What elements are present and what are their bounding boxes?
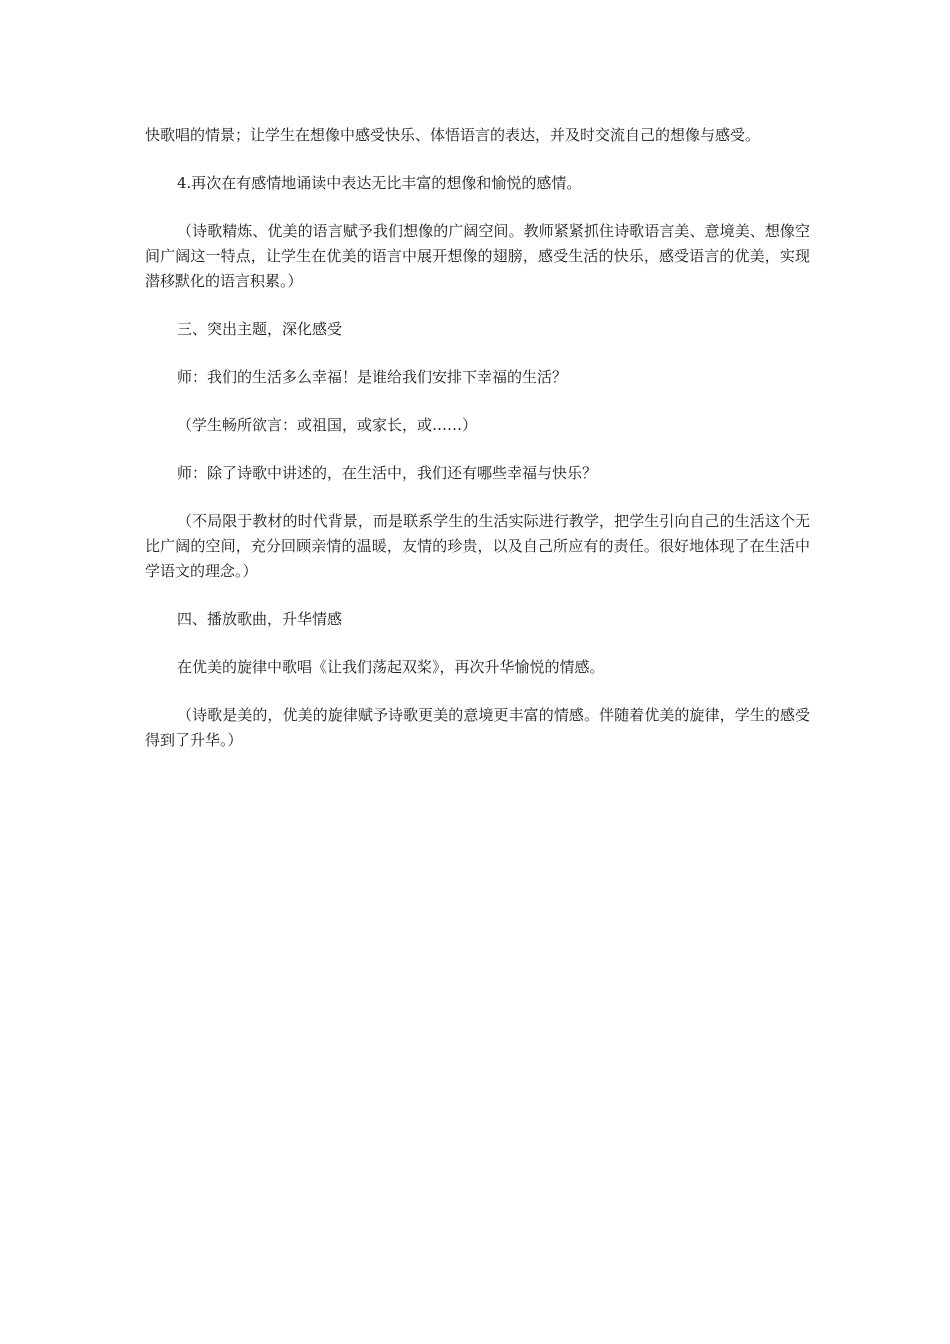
- paragraph-song: 在优美的旋律中歌唱《让我们荡起双桨》，再次升华愉悦的情感。: [177, 658, 605, 676]
- paragraph-note-life: （不局限于教材的时代背景，而是联系学生的生活实际进行教学，把学生引向自己的生活这个无比广阔的空间，充分回顾亲情的温暖，友情的珍贵，以及自己所应有的责任。很好地体现了在生活中学语文的理念。）: [145, 512, 810, 580]
- paragraph-note-language: （诗歌精炼、优美的语言赋予我们想像的广阔空间。教师紧紧抓住诗歌语言美、意境美、想像空间广阔这一特点，让学生在优美的语言中展开想像的翅膀，感受生活的快乐，感受语言的优美，实现潜移默化的语言积累。）: [145, 222, 810, 290]
- paragraph-continuation: 快歌唱的情景；让学生在想像中感受快乐、体悟语言的表达，并及时交流自己的想像与感受。: [145, 126, 761, 144]
- section-heading-3: 三、突出主题，深化感受: [177, 320, 343, 338]
- paragraph-teacher-question-1: 师：我们的生活多么幸福！是谁给我们安排下幸福的生活？: [177, 368, 568, 386]
- section-heading-4: 四、播放歌曲，升华情感: [177, 610, 343, 628]
- paragraph-note-melody: （诗歌是美的，优美的旋律赋予诗歌更美的意境更丰富的情感。伴随着优美的旋律，学生的感受得到了升华。）: [145, 706, 810, 749]
- paragraph-student-response: （学生畅所欲言：或祖国，或家长，或……）: [177, 416, 478, 434]
- document-body: [145, 123, 810, 776]
- paragraph-step-4: 4.再次在有感情地诵读中表达无比丰富的想像和愉悦的感情。: [177, 174, 582, 192]
- paragraph-teacher-question-2: 师：除了诗歌中讲述的，在生活中，我们还有哪些幸福与快乐？: [177, 464, 598, 482]
